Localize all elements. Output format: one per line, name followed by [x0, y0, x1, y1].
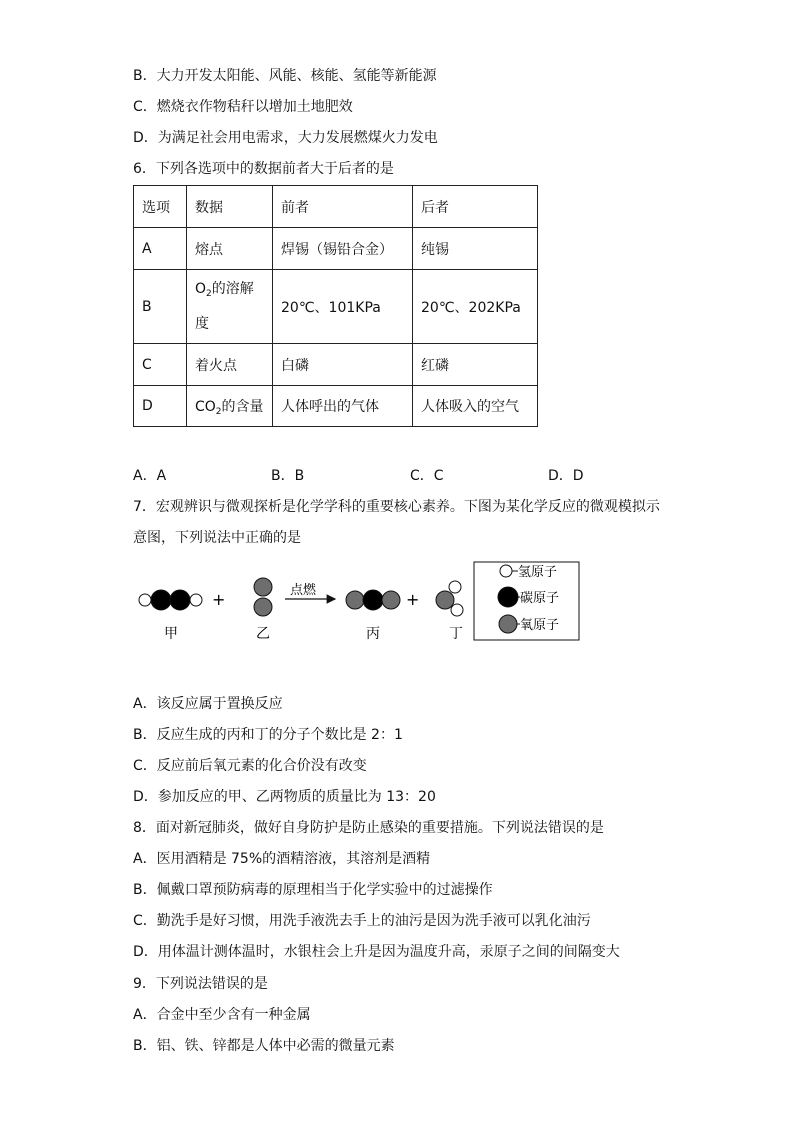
q6-option-b: B．B	[271, 468, 305, 484]
legend-oxygen: 氧原子	[520, 618, 560, 633]
hydrogen-atom	[500, 565, 512, 577]
plus-sign: +	[406, 590, 420, 609]
table-header-cell: 数据	[187, 186, 273, 228]
hydrogen-atom	[190, 594, 202, 606]
molecule-yi	[254, 578, 272, 616]
cell-data-text: 的含量	[221, 398, 264, 415]
cell-data-text: CO	[195, 398, 216, 415]
cell-latter: 人体吸入的空气	[413, 386, 538, 427]
cell-former: 20℃、101KPa	[273, 270, 413, 344]
q8-stem: 8．面对新冠肺炎，做好自身防护是防止感染的重要措施。下列说法错误的是	[133, 820, 604, 836]
table-header-cell: 选项	[134, 186, 187, 228]
cell-latter: 纯锡	[413, 228, 538, 270]
table-row	[134, 270, 538, 344]
cell-data	[187, 228, 273, 270]
cell-data	[187, 344, 273, 386]
cell-data	[187, 386, 273, 427]
q6-table	[133, 185, 538, 427]
oxygen-atom	[254, 578, 272, 596]
label-jia: 甲	[164, 626, 178, 642]
cell-data-text: O	[195, 281, 207, 297]
q6-option-d: D．D	[548, 468, 584, 484]
cell-former: 人体呼出的气体	[273, 386, 413, 427]
cell-option: A	[134, 228, 187, 270]
q6-stem: 6．下列各选项中的数据前者大于后者的是	[133, 161, 394, 177]
cell-data	[187, 270, 273, 344]
carbon-atom	[498, 587, 518, 607]
cell-data-text: 熔点	[195, 241, 223, 258]
q8-option-a: A．医用酒精是 75%的酒精溶液，其溶剂是酒精	[133, 851, 431, 867]
q7-option-c: C．反应前后氧元素的化合价没有改变	[133, 758, 367, 774]
cell-latter: 20℃、202KPa	[413, 270, 538, 344]
cell-latter: 红磷	[413, 344, 538, 386]
table-row	[134, 228, 538, 270]
q7-stem-line1: 7．宏观辨识与微观探析是化学学科的重要核心素养。下图为某化学反应的微观模拟示	[133, 499, 660, 515]
cell-data-subscript: 2	[215, 406, 222, 417]
q7-option-b: B．反应生成的丙和丁的分子个数比是 2：1	[133, 727, 403, 743]
q7-option-a: A．该反应属于置换反应	[133, 696, 283, 712]
q8-option-c: C．勤洗手是好习惯，用洗手液洗去手上的油污是因为洗手液可以乳化油污	[133, 913, 591, 929]
cell-data-text: 着火点	[195, 357, 237, 374]
q5-option-d: D．为满足社会用电需求，大力发展燃煤火力发电	[133, 130, 438, 146]
cell-option: C	[134, 344, 187, 386]
reaction-condition: 点燃	[290, 583, 317, 598]
hydrogen-atom	[451, 604, 463, 616]
table-row	[134, 344, 538, 386]
table-header-cell: 后者	[413, 186, 538, 228]
molecule-bing	[346, 590, 400, 610]
label-bing: 丙	[366, 626, 380, 642]
q8-option-d: D．用体温计测体温时，水银柱会上升是因为温度升高，汞原子之间的间隔变大	[133, 944, 620, 960]
legend-carbon: 碳原子	[520, 591, 560, 606]
cell-former: 白磷	[273, 344, 413, 386]
legend-hydrogen: 氢原子	[518, 565, 558, 580]
molecule-ding	[436, 581, 463, 616]
q9-option-b: B．铝、铁、锌都是人体中必需的微量元素	[133, 1038, 395, 1054]
oxygen-atom	[254, 598, 272, 616]
molecule-jia	[139, 590, 202, 610]
table-row	[134, 386, 538, 427]
label-yi: 乙	[256, 626, 270, 642]
oxygen-atom	[346, 591, 364, 609]
carbon-atom	[151, 590, 171, 610]
q9-stem: 9．下列说法错误的是	[133, 976, 268, 992]
q5-option-c: C．燃烧衣作物秸秆以增加土地肥效	[133, 99, 353, 115]
q7-option-d: D．参加反应的甲、乙两物质的质量比为 13：20	[133, 789, 436, 805]
q6-option-a: A．A	[133, 468, 167, 484]
table-header-row	[134, 186, 538, 228]
oxygen-atom	[436, 591, 454, 609]
q9-option-a: A．合金中至少含有一种金属	[133, 1007, 311, 1023]
oxygen-atom	[382, 591, 400, 609]
cell-former: 焊锡（锡铅合金）	[273, 228, 413, 270]
cell-option: D	[134, 386, 187, 427]
q5-option-b: B．大力开发太阳能、风能、核能、氢能等新能源	[133, 68, 437, 84]
carbon-atom	[363, 590, 383, 610]
reaction-diagram	[133, 558, 593, 648]
carbon-atom	[170, 590, 190, 610]
plus-sign: +	[212, 590, 226, 609]
cell-data-subscript: 2	[206, 289, 212, 299]
q8-option-b: B．佩戴口罩预防病毒的原理相当于化学实验中的过滤操作	[133, 882, 493, 898]
cell-option: B	[134, 270, 187, 344]
hydrogen-atom	[139, 594, 151, 606]
q7-stem-line2: 意图，下列说法中正确的是	[133, 530, 301, 546]
oxygen-atom	[499, 615, 517, 633]
hydrogen-atom	[449, 581, 461, 593]
cell-data-text: 的溶解度	[195, 281, 254, 332]
table-header-cell: 前者	[273, 186, 413, 228]
q6-option-c: C．C	[410, 468, 444, 484]
label-ding: 丁	[449, 626, 463, 642]
legend	[474, 562, 579, 640]
